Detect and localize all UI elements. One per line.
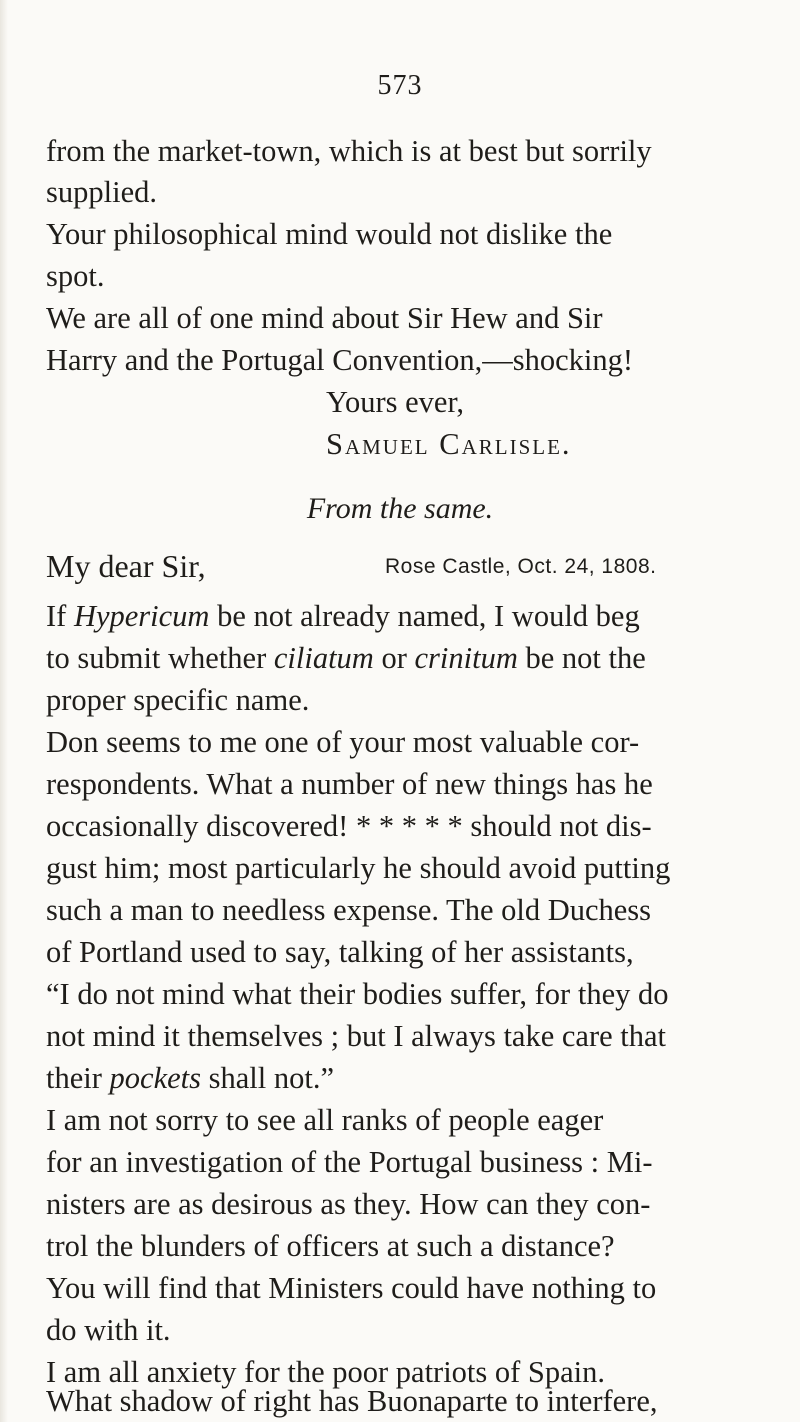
text-line: You will find that Ministers could have nothing to <box>46 1271 657 1305</box>
text-line: spot. <box>46 259 105 293</box>
text-line: Don seems to me one of your most valuable cor- <box>46 725 640 759</box>
text-run: to submit whether <box>46 641 274 675</box>
text-line: supplied. <box>46 175 157 209</box>
italic-term-ciliatum: ciliatum <box>273 641 374 675</box>
text-run: or <box>373 641 415 675</box>
text-line <box>46 636 646 680</box>
text-line: from the market-town, which is at best but sorrily <box>46 134 652 168</box>
text-line <box>46 1056 334 1100</box>
text-line: such a man to needless expense. The old Duchess <box>46 893 652 927</box>
text-line: nisters are as desirous as they. How can they con- <box>46 1187 651 1221</box>
letter-closing: Yours ever, <box>326 385 465 419</box>
page-number: 573 <box>377 70 423 101</box>
text-line: trol the blunders of officers at such a distance? <box>46 1229 615 1263</box>
signature: Samuel Carlisle. <box>326 427 572 461</box>
italic-term-hypericum: Hypericum <box>73 599 210 633</box>
text-line: of Portland used to say, talking of her assistants, <box>46 935 634 969</box>
text-line: for an investigation of the Portugal business : Mi- <box>46 1145 653 1179</box>
text-line: Your philosophical mind would not dislike the <box>46 217 613 251</box>
text-line <box>46 594 640 638</box>
page-edge-shadow <box>0 0 8 1422</box>
text-line: “I do not mind what their bodies suffer, for they do <box>46 977 669 1011</box>
italic-term-crinitum: crinitum <box>414 641 518 675</box>
text-line: I am all anxiety for the poor patriots of Spain. <box>46 1355 606 1389</box>
text-line: not mind it themselves ; but I always take care that <box>46 1019 666 1053</box>
dateline: Rose Castle, Oct. 24, 1808. <box>385 555 657 578</box>
text-line: do with it. <box>46 1313 171 1347</box>
text-line: occasionally discovered! * * * * * should not dis- <box>46 809 652 843</box>
text-run: be not the <box>517 641 646 675</box>
text-line: Harry and the Portugal Convention,—shocking! <box>46 343 634 377</box>
text-line: proper specific name. <box>46 683 310 717</box>
text-run: their <box>46 1061 110 1095</box>
text-line: respondents. What a number of new things has he <box>46 767 653 801</box>
text-line: What shadow of right has Buonaparte to interfere, <box>46 1384 658 1418</box>
text-line: I am not sorry to see all ranks of people eager <box>46 1103 604 1137</box>
text-run: shall not.” <box>201 1061 334 1095</box>
italic-term-pockets: pockets <box>109 1061 201 1095</box>
salutation: My dear Sir, <box>46 548 206 584</box>
text-line: We are all of one mind about Sir Hew and Sir <box>46 301 603 335</box>
text-run: be not already named, I would beg <box>209 599 640 633</box>
letter-heading: From the same. <box>306 492 494 525</box>
text-run: If <box>46 599 74 633</box>
text-line: gust him; most particularly he should avoid putting <box>46 851 671 885</box>
